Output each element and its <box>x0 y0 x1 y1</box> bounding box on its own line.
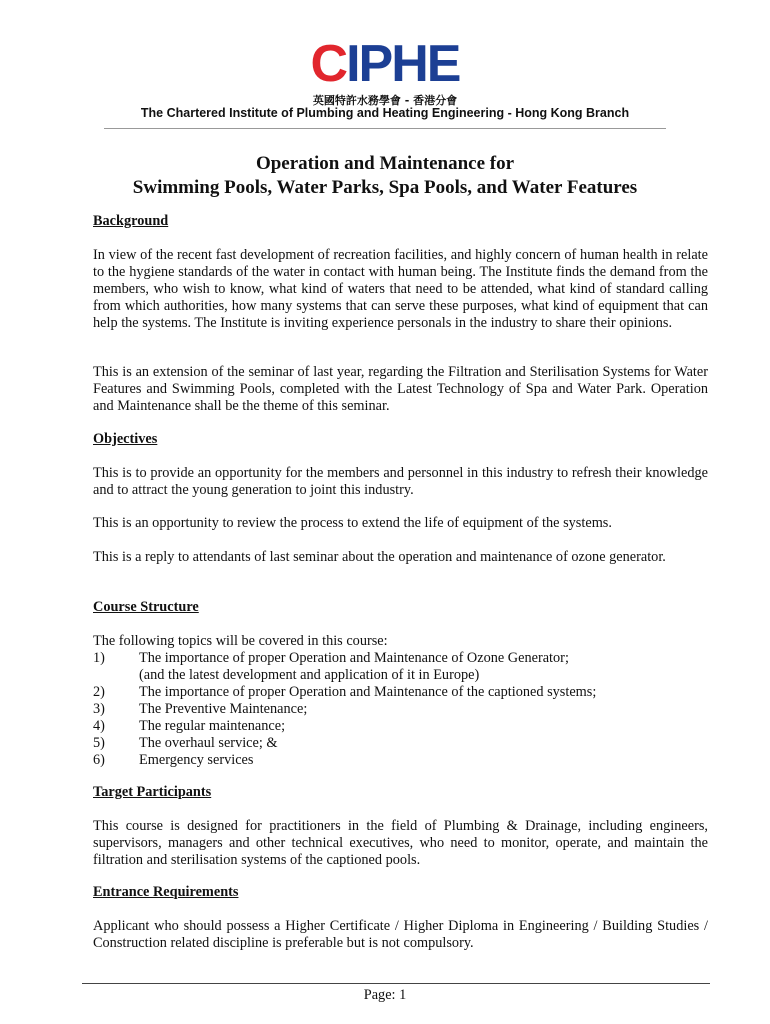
background-para-1: In view of the recent fast development of recreation facilities, and highly concern of human health in relate to the hygiene standards of the water in contact with human being. The Institute finds the demand from the members, who wish to know, what kind of waters that need to be attended, what kind of standard calling from which authorities, how many systems that can serve these purposes, what kind of equipment that can help the systems. The Institute is inviting experience personals in the industry to share their opinions. <box>93 247 708 331</box>
list-item <box>93 650 708 667</box>
list-item-text: The overhaul service; & <box>139 735 278 751</box>
footer-divider <box>82 983 710 984</box>
list-item-number: 2) <box>93 684 105 700</box>
list-item-number: 4) <box>93 718 105 734</box>
list-item-number: 3) <box>93 701 105 717</box>
entrance-section <box>93 884 708 901</box>
document-title <box>0 152 770 200</box>
course-list-block <box>93 633 708 769</box>
course-topic-list <box>93 650 708 769</box>
title-line-1: Operation and Maintenance for <box>255 153 515 174</box>
entrance-heading: Entrance Requirements <box>93 884 239 900</box>
logo-letter-c: C <box>310 35 347 93</box>
header-divider <box>104 128 666 129</box>
course-section <box>93 599 708 616</box>
list-item-number: 1) <box>93 650 105 666</box>
objectives-section <box>93 431 708 448</box>
logo-letters-iphe: IPHE <box>346 35 460 93</box>
list-item-text: The importance of proper Operation and Maintenance of Ozone Generator; <box>139 650 569 666</box>
list-item <box>93 752 708 769</box>
objectives-para-3-block <box>93 549 708 566</box>
chinese-institute-name: 英國特許水務學會 - 香港分會 <box>312 94 458 107</box>
list-item-text: The importance of proper Operation and Maintenance of the captioned systems; <box>139 684 597 700</box>
title-line-2: Swimming Pools, Water Parks, Spa Pools, and Water Features <box>132 177 638 198</box>
objectives-para-2: This is an opportunity to review the process to extend the life of equipment of the systems. <box>93 515 612 531</box>
objectives-para-3: This is a reply to attendants of last seminar about the operation and maintenance of ozone generator. <box>93 549 666 565</box>
list-item <box>93 735 708 752</box>
list-item-number: 6) <box>93 752 105 768</box>
institute-name: The Chartered Institute of Plumbing and Heating Engineering - Hong Kong Branch <box>140 106 630 120</box>
course-heading: Course Structure <box>93 599 199 615</box>
ciphe-logo <box>0 35 770 93</box>
target-section <box>93 784 708 801</box>
objectives-heading: Objectives <box>93 431 158 447</box>
list-item-text: (and the latest development and application of it in Europe) <box>139 667 480 683</box>
course-intro: The following topics will be covered in this course: <box>93 633 388 649</box>
background-heading: Background <box>93 213 169 229</box>
list-item <box>93 684 708 701</box>
list-item <box>93 718 708 735</box>
background-para-1-block <box>93 247 708 332</box>
target-para: This course is designed for practitioners in the field of Plumbing & Drainage, including engineers, supervisors, managers and other technical executives, who need to monitor, operate, and maintain the filtration and sterilisation systems of the captioned pools. <box>93 818 708 868</box>
list-item <box>93 701 708 718</box>
objectives-para-1-block <box>93 465 708 499</box>
background-para-2: This is an extension of the seminar of last year, regarding the Filtration and Sterilisation Systems for Water Features and Swimming Pools, completed with the Latest Technology of Spa and Water Park. Operation and Maintenance shall be the theme of this seminar. <box>93 364 708 414</box>
list-item <box>93 667 708 684</box>
objectives-para-1: This is to provide an opportunity for the members and personnel in this industry to refresh their knowledge and to attract the young generation to joint this industry. <box>93 465 708 498</box>
list-item-text: Emergency services <box>139 752 254 768</box>
page-number: Page: 1 <box>363 987 407 1003</box>
background-para-2-block <box>93 364 708 415</box>
list-item-number <box>93 667 139 684</box>
entrance-para: Applicant who should possess a Higher Certificate / Higher Diploma in Engineering / Building Studies / Construction related discipline is preferable but is not compulsory. <box>93 918 708 951</box>
entrance-para-block <box>93 918 708 952</box>
target-heading: Target Participants <box>93 784 212 800</box>
background-section <box>93 213 708 230</box>
list-item-text: The regular maintenance; <box>139 718 286 734</box>
list-item-text: The Preventive Maintenance; <box>139 701 308 717</box>
list-item-number: 5) <box>93 735 105 751</box>
target-para-block <box>93 818 708 869</box>
objectives-para-2-block <box>93 515 708 532</box>
